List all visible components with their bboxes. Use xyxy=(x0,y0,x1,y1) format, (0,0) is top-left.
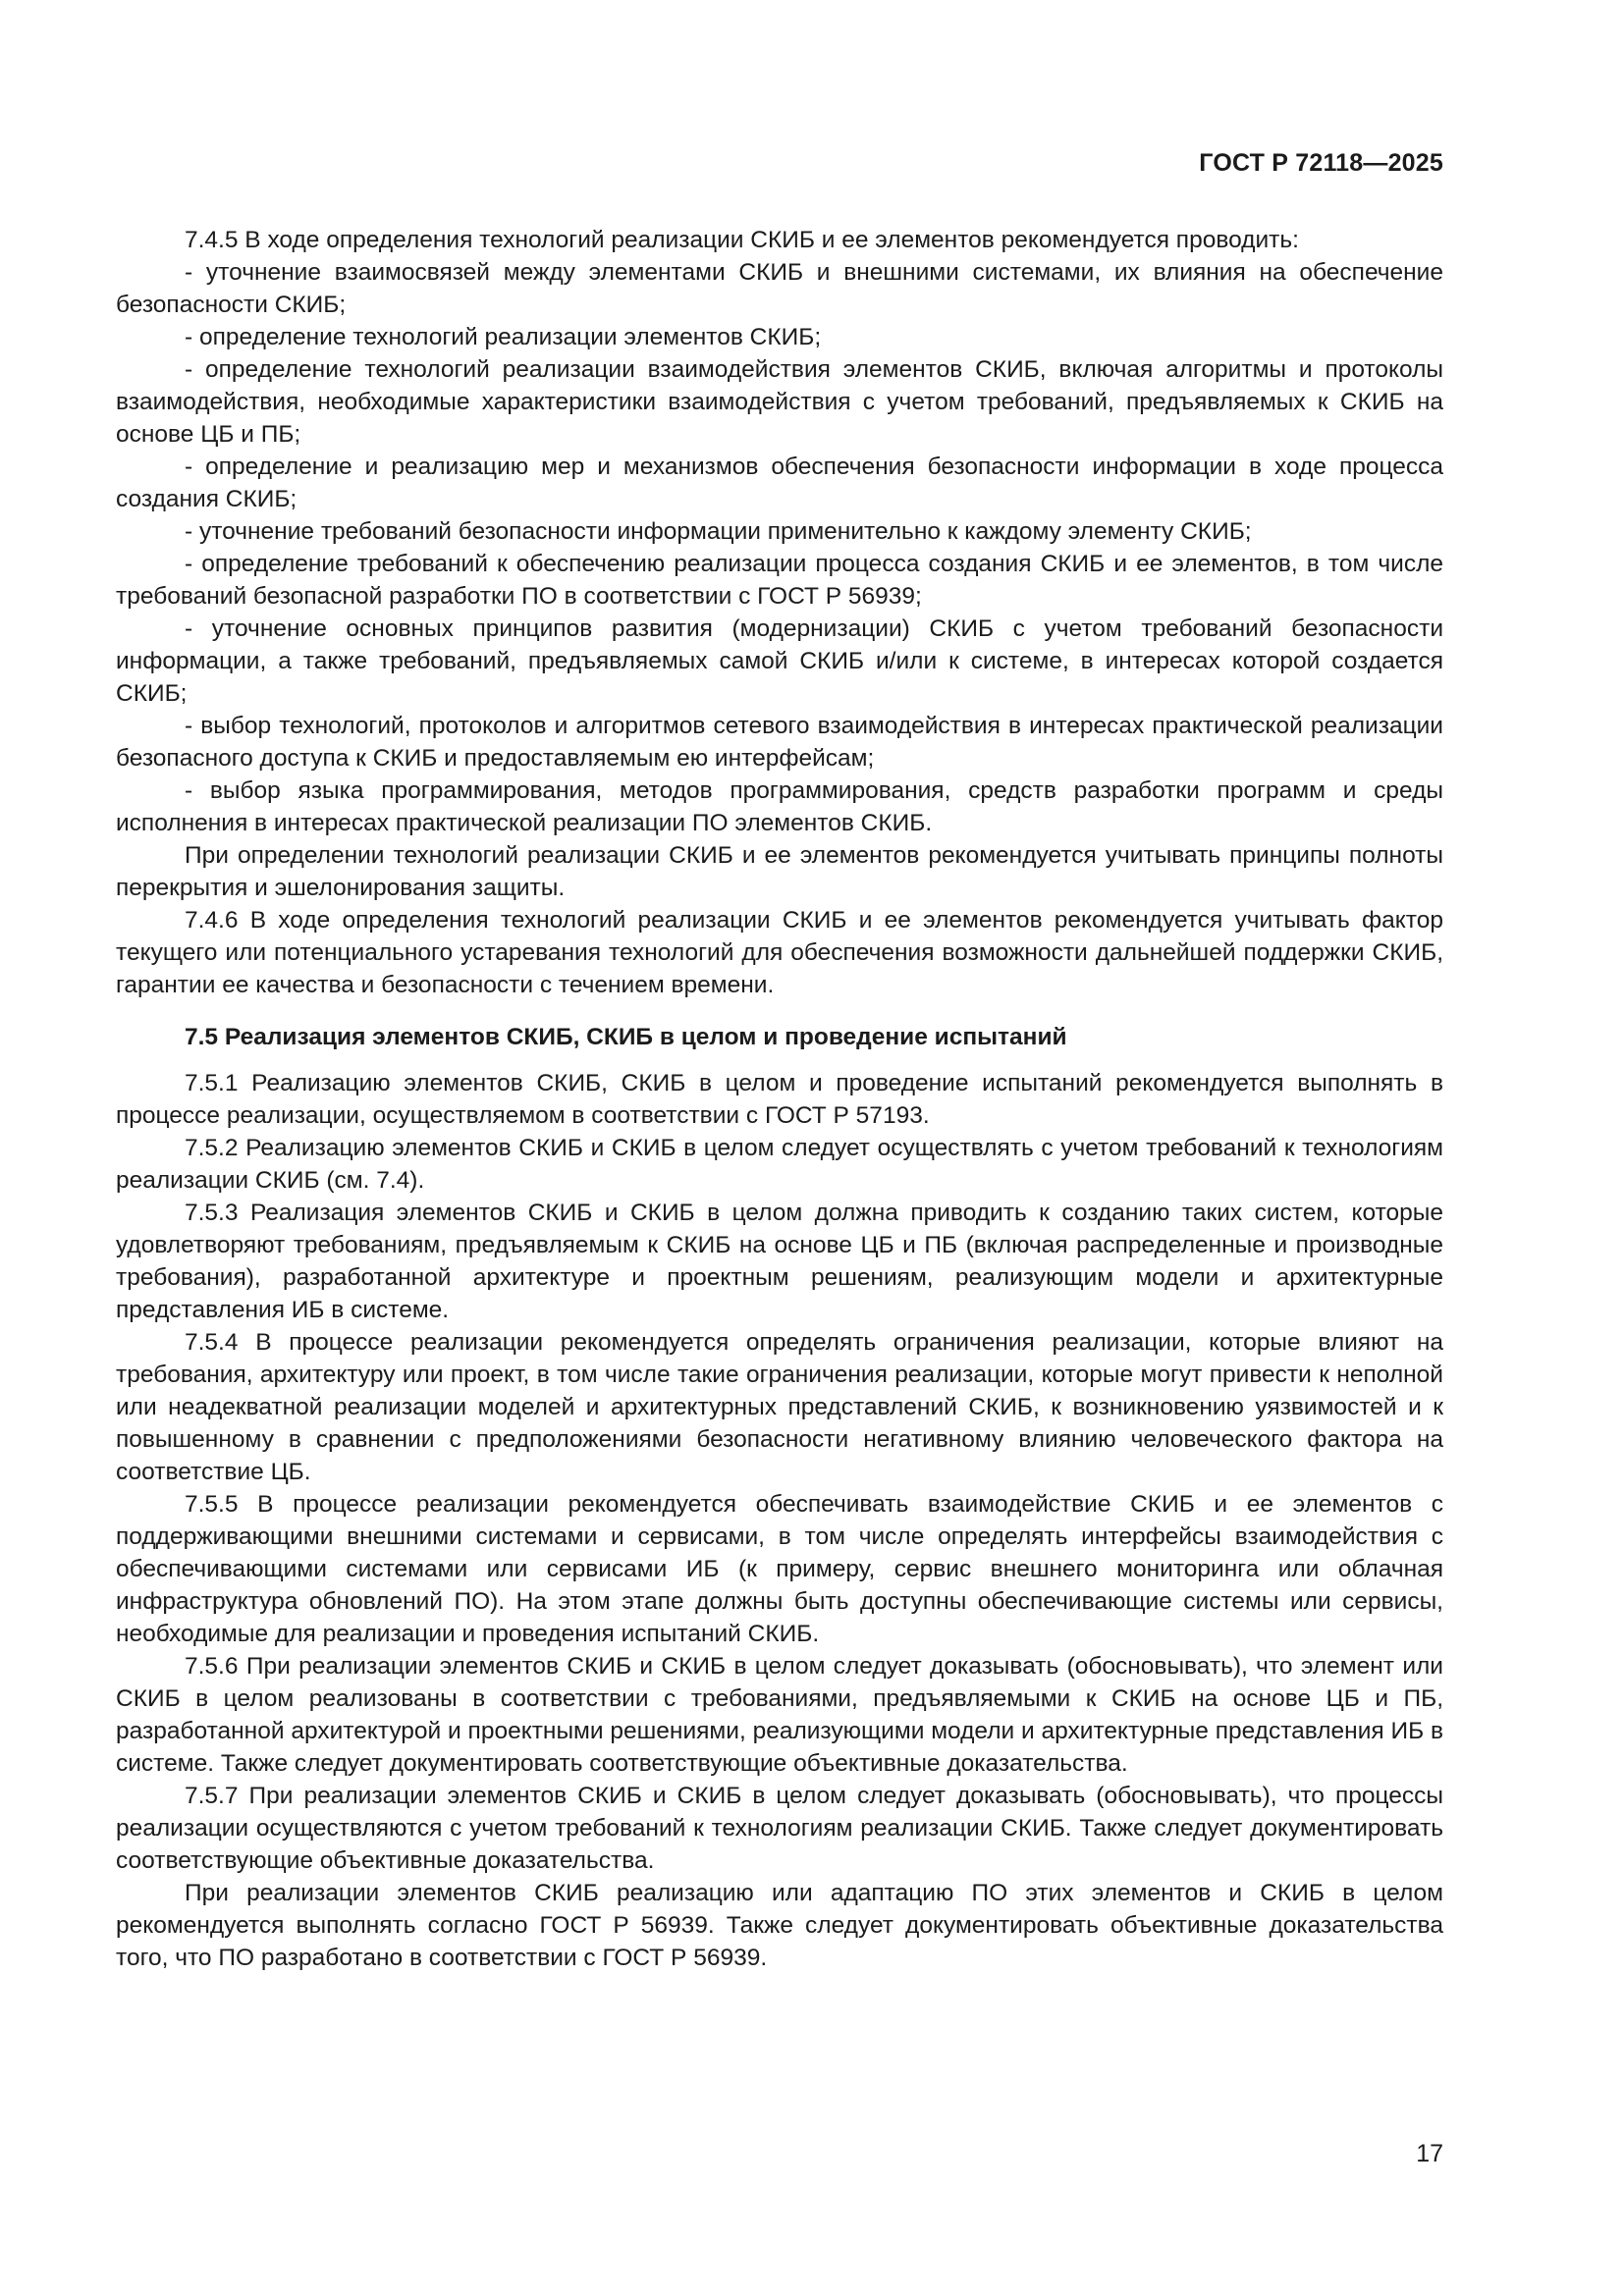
document-standard-id: ГОСТ Р 72118—2025 xyxy=(1199,149,1443,177)
paragraph-7-5-7: 7.5.7 При реализации элементов СКИБ и СКИБ в целом следует доказывать (обосновывать), что процессы реализации осуществляются с учетом требований к технологиям реализации СКИБ. Также следует документировать соответствующие объективные доказательства. xyxy=(116,1783,1443,1874)
list-item: - уточнение взаимосвязей между элементами СКИБ и внешними системами, их влияния на обеспечение безопасности СКИБ; xyxy=(116,259,1443,318)
paragraph-7-4-5-note: При определении технологий реализации СКИБ и ее элементов рекомендуется учитывать принципы полноты перекрытия и эшелонирования защиты. xyxy=(116,842,1443,901)
paragraph-7-5-6: 7.5.6 При реализации элементов СКИБ и СКИБ в целом следует доказывать (обосновывать), что элемент или СКИБ в целом реализованы в соответствии с требованиями, предъявляемыми к СКИБ на основе ЦБ и ПБ, разработанной архитектурой и проектными решениями, реализующими модели и архитектурные представления ИБ в системе. Также следует документировать соответствующие объективные доказательства. xyxy=(116,1653,1443,1777)
list-item: - определение технологий реализации элементов СКИБ; xyxy=(185,324,822,350)
list-item: - определение требований к обеспечению реализации процесса создания СКИБ и ее элементов, в том числе требований безопасной разработки ПО в соответствии с ГОСТ Р 56939; xyxy=(116,551,1443,610)
paragraph-7-5-2: 7.5.2 Реализацию элементов СКИБ и СКИБ в целом следует осуществлять с учетом требований к технологиям реализации СКИБ (см. 7.4). xyxy=(116,1135,1443,1194)
page-number: 17 xyxy=(1416,2140,1443,2167)
paragraph-7-5-1: 7.5.1 Реализацию элементов СКИБ, СКИБ в целом и проведение испытаний рекомендуется выполнять в процессе реализации, осуществляемом в соответствии с ГОСТ Р 57193. xyxy=(116,1070,1443,1129)
list-item: - определение технологий реализации взаимодействия элементов СКИБ, включая алгоритмы и протоколы взаимодействия, необходимые характеристики взаимодействия с учетом требований, предъявляемых к СКИБ на основе ЦБ и ПБ; xyxy=(116,356,1443,448)
list-item: - выбор технологий, протоколов и алгоритмов сетевого взаимодействия в интересах практической реализации безопасного доступа к СКИБ и предоставляемым ею интерфейсам; xyxy=(116,713,1443,772)
list-item: - определение и реализацию мер и механизмов обеспечения безопасности информации в ходе процесса создания СКИБ; xyxy=(116,454,1443,512)
list-item: - уточнение требований безопасности информации применительно к каждому элементу СКИБ; xyxy=(185,518,1252,545)
paragraph-7-5-3: 7.5.3 Реализация элементов СКИБ и СКИБ в целом должна приводить к созданию таких систем, которые удовлетворяют требованиям, предъявляемым к СКИБ на основе ЦБ и ПБ (включая распределенные и производные требования), разработанной архитектуре и проектным решениям, реализующим модели и архитектурные представления ИБ в системе. xyxy=(116,1200,1443,1323)
list-item: - уточнение основных принципов развития (модернизации) СКИБ с учетом требований безопасности информации, а также требований, предъявляемых самой СКИБ и/или к системе, в интересах которой создается СКИБ; xyxy=(116,615,1443,707)
paragraph-7-4-5-intro: 7.4.5 В ходе определения технологий реализации СКИБ и ее элементов рекомендуется проводить: xyxy=(185,227,1299,253)
paragraph-7-5-4: 7.5.4 В процессе реализации рекомендуется определять ограничения реализации, которые влияют на требования, архитектуру или проект, в том числе такие ограничения реализации, которые могут привести к неполной или неадекватной реализации моделей и архитектурных представлений СКИБ, к возникновению уязвимостей и к повышенному в сравнении с предположениями безопасности негативному влиянию человеческого фактора на соответствие ЦБ. xyxy=(116,1329,1443,1485)
paragraph-software-implementation: При реализации элементов СКИБ реализацию или адаптацию ПО этих элементов и СКИБ в целом рекомендуется выполнять согласно ГОСТ Р 56939. Также следует документировать объективные доказательства того, что ПО разработано в соответствии с ГОСТ Р 56939. xyxy=(116,1880,1443,1971)
paragraph-7-5-5: 7.5.5 В процессе реализации рекомендуется обеспечивать взаимодействие СКИБ и ее элементов с поддерживающими внешними системами и сервисами, в том числе определять интерфейсы взаимодействия с обеспечивающими системами или сервисами ИБ (к примеру, сервис внешнего мониторинга или облачная инфраструктура обновлений ПО). На этом этапе должны быть доступны обеспечивающие системы или сервисы, необходимые для реализации и проведения испытаний СКИБ. xyxy=(116,1491,1443,1647)
list-item: - выбор языка программирования, методов программирования, средств разработки программ и среды исполнения в интересах практической реализации ПО элементов СКИБ. xyxy=(116,777,1443,836)
section-heading-7-5: 7.5 Реализация элементов СКИБ, СКИБ в целом и проведение испытаний xyxy=(185,1024,1067,1050)
paragraph-7-4-6: 7.4.6 В ходе определения технологий реализации СКИБ и ее элементов рекомендуется учитывать фактор текущего или потенциального устаревания технологий для обеспечения возможности дальнейшей поддержки СКИБ, гарантии ее качества и безопасности с течением времени. xyxy=(116,907,1443,998)
document-body xyxy=(116,224,1443,1974)
